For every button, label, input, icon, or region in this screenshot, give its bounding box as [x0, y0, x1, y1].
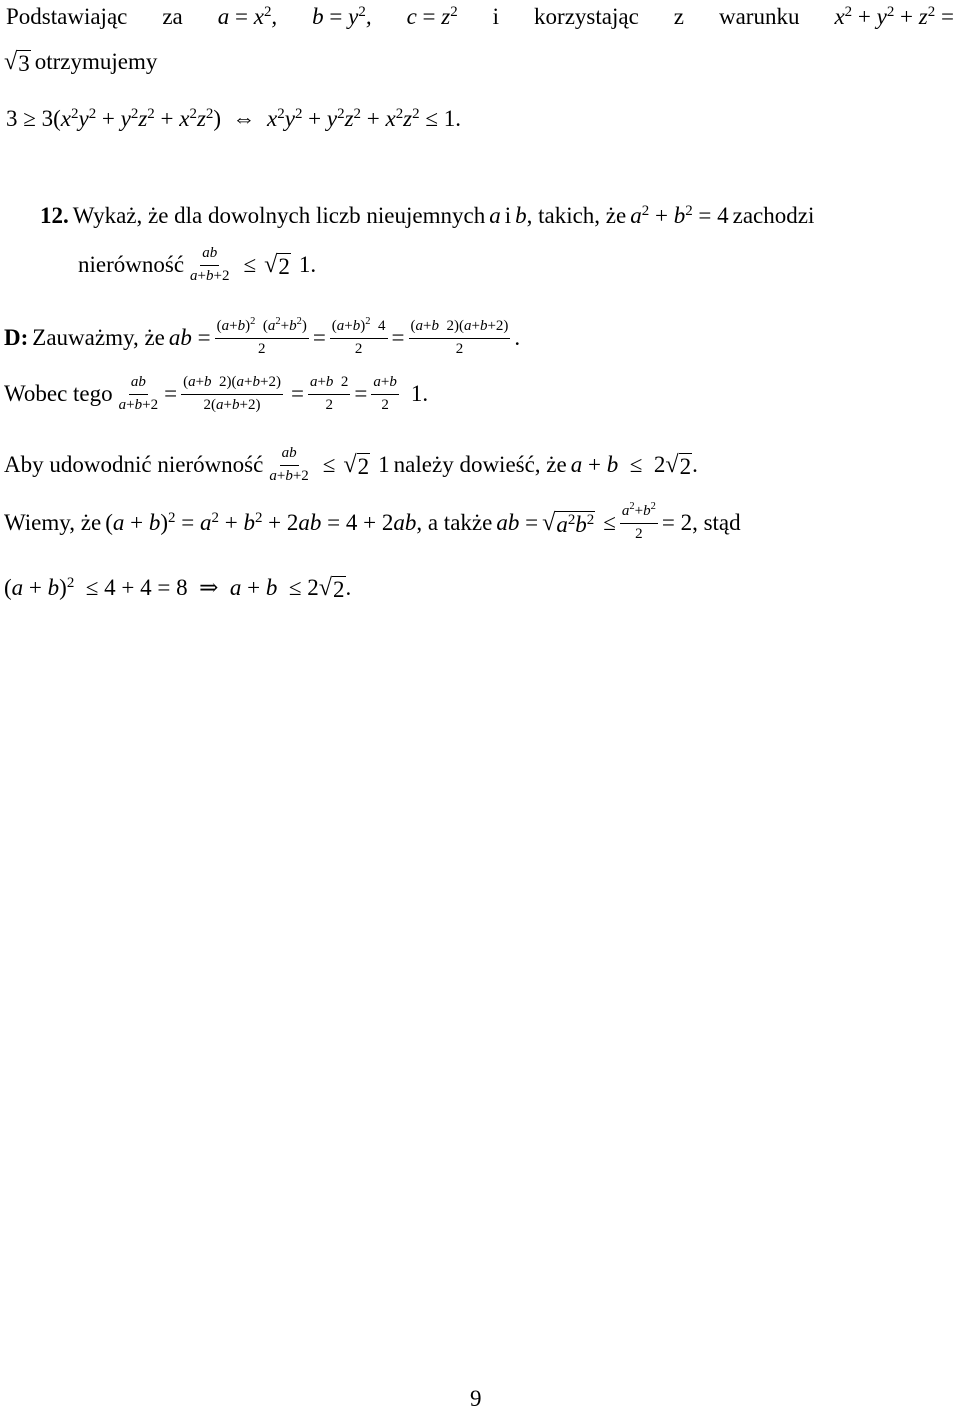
eq-two: = 2: [661, 510, 693, 535]
text-one: 1: [378, 452, 390, 477]
line-substitution: [6, 2, 954, 32]
eq-sign-3: =: [164, 381, 178, 406]
page-number-text: 9: [470, 1386, 482, 1411]
problem-text-d: nierówność: [78, 252, 185, 277]
math-final: $(a + b)^2 \le 4 + 4 = 8$ ⇒ a + b ≤ 2: [4, 574, 319, 600]
math-ab-eq: ab =: [168, 325, 211, 350]
word-korzystajac: korzystając: [534, 4, 639, 29]
line-inequality-equivalence: [6, 103, 461, 135]
period-3: .: [345, 575, 352, 600]
leq-sign-3: ≤: [603, 510, 616, 535]
math-c-eq-z2: $c = z^2$: [406, 3, 458, 29]
frac-aby: $\frac{ab}{a+b+2}$: [269, 445, 309, 484]
math-condition: $x^2 + y^2 + z^2$ =: [834, 3, 954, 29]
math-apb-leq: a + b ≤ 2: [570, 452, 666, 477]
sqrt-2: √ 2: [264, 251, 290, 279]
solution-intro: Zauważmy, że: [32, 325, 165, 350]
solution-stad: , stąd: [692, 510, 741, 535]
frac-step-3: $\frac{(a+b 2)(a+b+2)}{2}$: [410, 318, 509, 357]
math-inequality: $3 \ge 3(x^2y^2 + y^2z^2 + x^2z^2)$ ⇔ $x^2y^2 + y^2z^2 + x^2z^2 \le 1$.: [6, 105, 461, 131]
frac-wobec-3: $\frac{a+b 2}{2}$: [309, 374, 349, 413]
period-1: .: [514, 325, 521, 350]
sqrt-2-b: √ 2: [343, 451, 370, 479]
word-i: i: [492, 4, 500, 29]
text-one-period: 1.: [410, 381, 429, 406]
frac-step-1: $\frac{(a+b)^2 (a^2+b^2)}{2}$: [216, 316, 307, 357]
frac-ab-over-apb2: $\frac{ab}{a+b+2}$: [190, 245, 230, 284]
solution-wiemy: Wiemy, że: [4, 510, 102, 535]
sqrt-2-d: √ 2: [318, 574, 345, 602]
eq-sign-4: =: [290, 381, 304, 406]
text-minus-one: 1.: [298, 252, 317, 277]
problem-text-c: zachodzi: [732, 203, 815, 228]
math-b-eq-y2: $b = y^2$,: [312, 3, 372, 29]
solution-line-3: [4, 438, 698, 492]
frac-wobec-4: $\frac{a+b}{2}$: [373, 374, 397, 413]
eq-sign-1: =: [312, 325, 326, 350]
frac-wobec-2: $\frac{(a+b 2)(a+b+2)}{2(a+b+2)}$: [183, 374, 281, 413]
frac-a2b2-over-2: $\frac{a^2+b^2}{2}$: [621, 501, 656, 542]
problem-text-a: Wykaż, że dla dowolnych liczb nieujemnych: [72, 203, 486, 228]
line-otrzymujemy: [4, 45, 157, 79]
solution-line-2: [4, 366, 428, 422]
leq-sign-2: ≤: [322, 452, 336, 477]
word-z: z: [673, 4, 684, 29]
problem-text-b: , takich, że: [526, 203, 627, 228]
math-square-expansion: $(a + b)^2 = a^2 + b^2 + 2ab = 4 + 2ab$: [105, 509, 417, 535]
problem-text-i: i: [504, 203, 512, 228]
solution-line-4: [4, 495, 741, 551]
page-number: [470, 1384, 482, 1414]
word-za: za: [162, 4, 183, 29]
solution-nalezy: należy dowieść, że: [393, 452, 567, 477]
solution-atakze: , a także: [416, 510, 493, 535]
text-otrzymujemy: otrzymujemy: [34, 49, 158, 74]
sqrt-3: √ 3: [4, 48, 30, 76]
math-a2-b2-eq-4: $a^2 + b^2 = 4$: [630, 202, 729, 228]
math-b: b: [515, 203, 527, 228]
math-a: a: [489, 203, 501, 228]
solution-line-5: [4, 571, 351, 605]
period-2: .: [692, 452, 698, 477]
math-ab-eq-2: ab =: [496, 510, 539, 535]
problem-12-inequality: [78, 240, 316, 290]
solution-aby: Aby udowodnić nierówność: [4, 452, 264, 477]
frac-step-2: $\frac{(a+b)^2 4}{2}$: [331, 316, 386, 357]
word-podstawiajac: Podstawiając: [6, 4, 128, 29]
eq-sign-2: =: [391, 325, 405, 350]
solution-line-1: [4, 310, 520, 366]
problem-number: 12.: [40, 203, 69, 228]
solution-wobec: Wobec tego: [4, 381, 113, 406]
sqrt-a2b2: √ $a^2b^2$: [542, 509, 595, 537]
eq-sign-5: =: [354, 381, 368, 406]
problem-12-statement: [40, 200, 814, 232]
word-warunku: warunku: [718, 4, 800, 29]
frac-wobec-1: $\frac{ab}{a+b+2}$: [118, 374, 159, 413]
solution-label: D:: [4, 325, 29, 350]
sqrt-2-c: √ 2: [665, 451, 692, 479]
leq-sign: ≤: [243, 252, 257, 277]
math-a-eq-x2: $a = x^2$,: [217, 3, 278, 29]
